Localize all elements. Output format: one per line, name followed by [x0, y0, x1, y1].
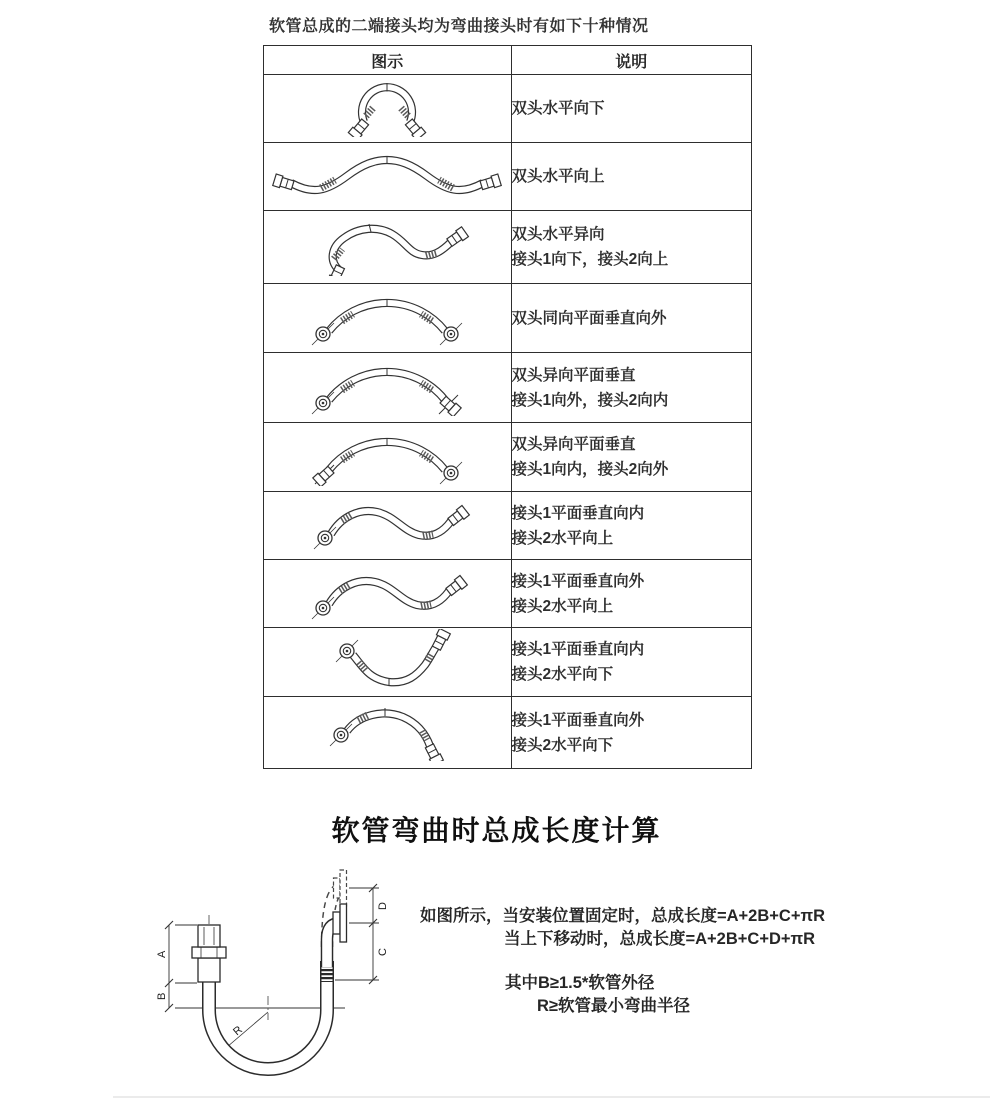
description-cell — [511, 353, 752, 423]
hose-diagram — [265, 424, 509, 486]
description-line: 接头1平面垂直向外 — [511, 572, 645, 590]
diagram-cell — [264, 75, 512, 143]
hose-configurations-table — [263, 45, 752, 769]
description-line: 双头水平异向 — [511, 226, 605, 243]
diagram-cell — [264, 423, 512, 492]
table-row — [264, 628, 752, 697]
description-line: 双头异向平面垂直 — [511, 366, 636, 384]
description-line: 接头1向下，接头2向上 — [511, 251, 669, 268]
diagram-cell — [264, 284, 512, 353]
description-line: 接头1向外，接头2向内 — [511, 391, 669, 409]
diagram-cell — [264, 492, 512, 560]
description-line: 接头1向内，接头2向外 — [511, 461, 669, 478]
hose-diagram — [265, 629, 509, 691]
description-line: 接头1平面垂直向内 — [511, 504, 645, 522]
formula-moving-position: 当上下移动时，总成长度=A+2B+C+D+πR — [504, 930, 816, 948]
diagram-cell — [264, 560, 512, 628]
hose-diagram — [265, 75, 509, 137]
label-c: C — [377, 948, 389, 956]
hose-length-diagram — [130, 855, 430, 1095]
description-line: 双头异向平面垂直 — [511, 436, 636, 453]
table-row — [264, 353, 752, 423]
description-line: 接头2水平向下 — [511, 736, 614, 754]
bottom-divider — [113, 1096, 990, 1098]
table-row — [264, 143, 752, 211]
description-line: 接头2水平向下 — [511, 666, 614, 683]
table-row — [264, 211, 752, 284]
label-r: R — [231, 1023, 245, 1039]
description-cell — [511, 284, 752, 353]
description-line: 双头水平向上 — [511, 168, 605, 185]
description-cell — [511, 697, 752, 769]
table-row — [264, 423, 752, 492]
hose-diagram — [265, 354, 509, 416]
note-hose-od: 其中B≥1.5*软管外径 — [505, 974, 655, 992]
hose-diagram — [265, 214, 509, 276]
description-cell — [511, 628, 752, 697]
description-cell — [511, 560, 752, 628]
description-cell — [511, 211, 752, 284]
section-title: 软管弯曲时总成长度计算 — [331, 815, 662, 846]
description-line: 双头水平向下 — [511, 100, 605, 117]
formula-block — [420, 905, 825, 1018]
diagram-cell — [264, 143, 512, 211]
description-cell — [511, 492, 752, 560]
col-header-description: 说明 — [511, 46, 752, 75]
description-line: 接头2水平向上 — [511, 597, 614, 615]
diagram-cell — [264, 211, 512, 284]
hose-diagram — [265, 492, 509, 554]
col-header-diagram: 图示 — [264, 46, 512, 75]
diagram-cell — [264, 628, 512, 697]
diagram-cell — [264, 353, 512, 423]
description-cell — [511, 423, 752, 492]
table-row — [264, 75, 752, 143]
hose-diagram — [265, 560, 509, 622]
table-row — [264, 492, 752, 560]
note-bend-radius: R≥软管最小弯曲半径 — [537, 997, 690, 1015]
page-title: 软管总成的二端接头均为弯曲接头时有如下十种情况 — [269, 18, 649, 35]
description-line: 双头同向平面垂直向外 — [511, 309, 667, 327]
description-line: 接头1平面垂直向外 — [511, 711, 645, 729]
formula-fixed-position: 如图所示，当安装位置固定时，总成长度=A+2B+C+πR — [420, 907, 826, 925]
hose-diagram — [265, 699, 509, 761]
diagram-cell — [264, 697, 512, 769]
table-row — [264, 560, 752, 628]
description-cell — [511, 143, 752, 211]
hose-diagram — [265, 143, 509, 205]
label-b: B — [156, 992, 168, 1000]
description-line: 接头1平面垂直向内 — [511, 641, 645, 658]
description-cell — [511, 75, 752, 143]
label-a: A — [156, 950, 168, 958]
table-header-row — [264, 46, 752, 75]
table-row — [264, 284, 752, 353]
hose-diagram — [265, 285, 509, 347]
description-line: 接头2水平向上 — [511, 529, 614, 547]
table-row — [264, 697, 752, 769]
label-d: D — [377, 902, 389, 910]
